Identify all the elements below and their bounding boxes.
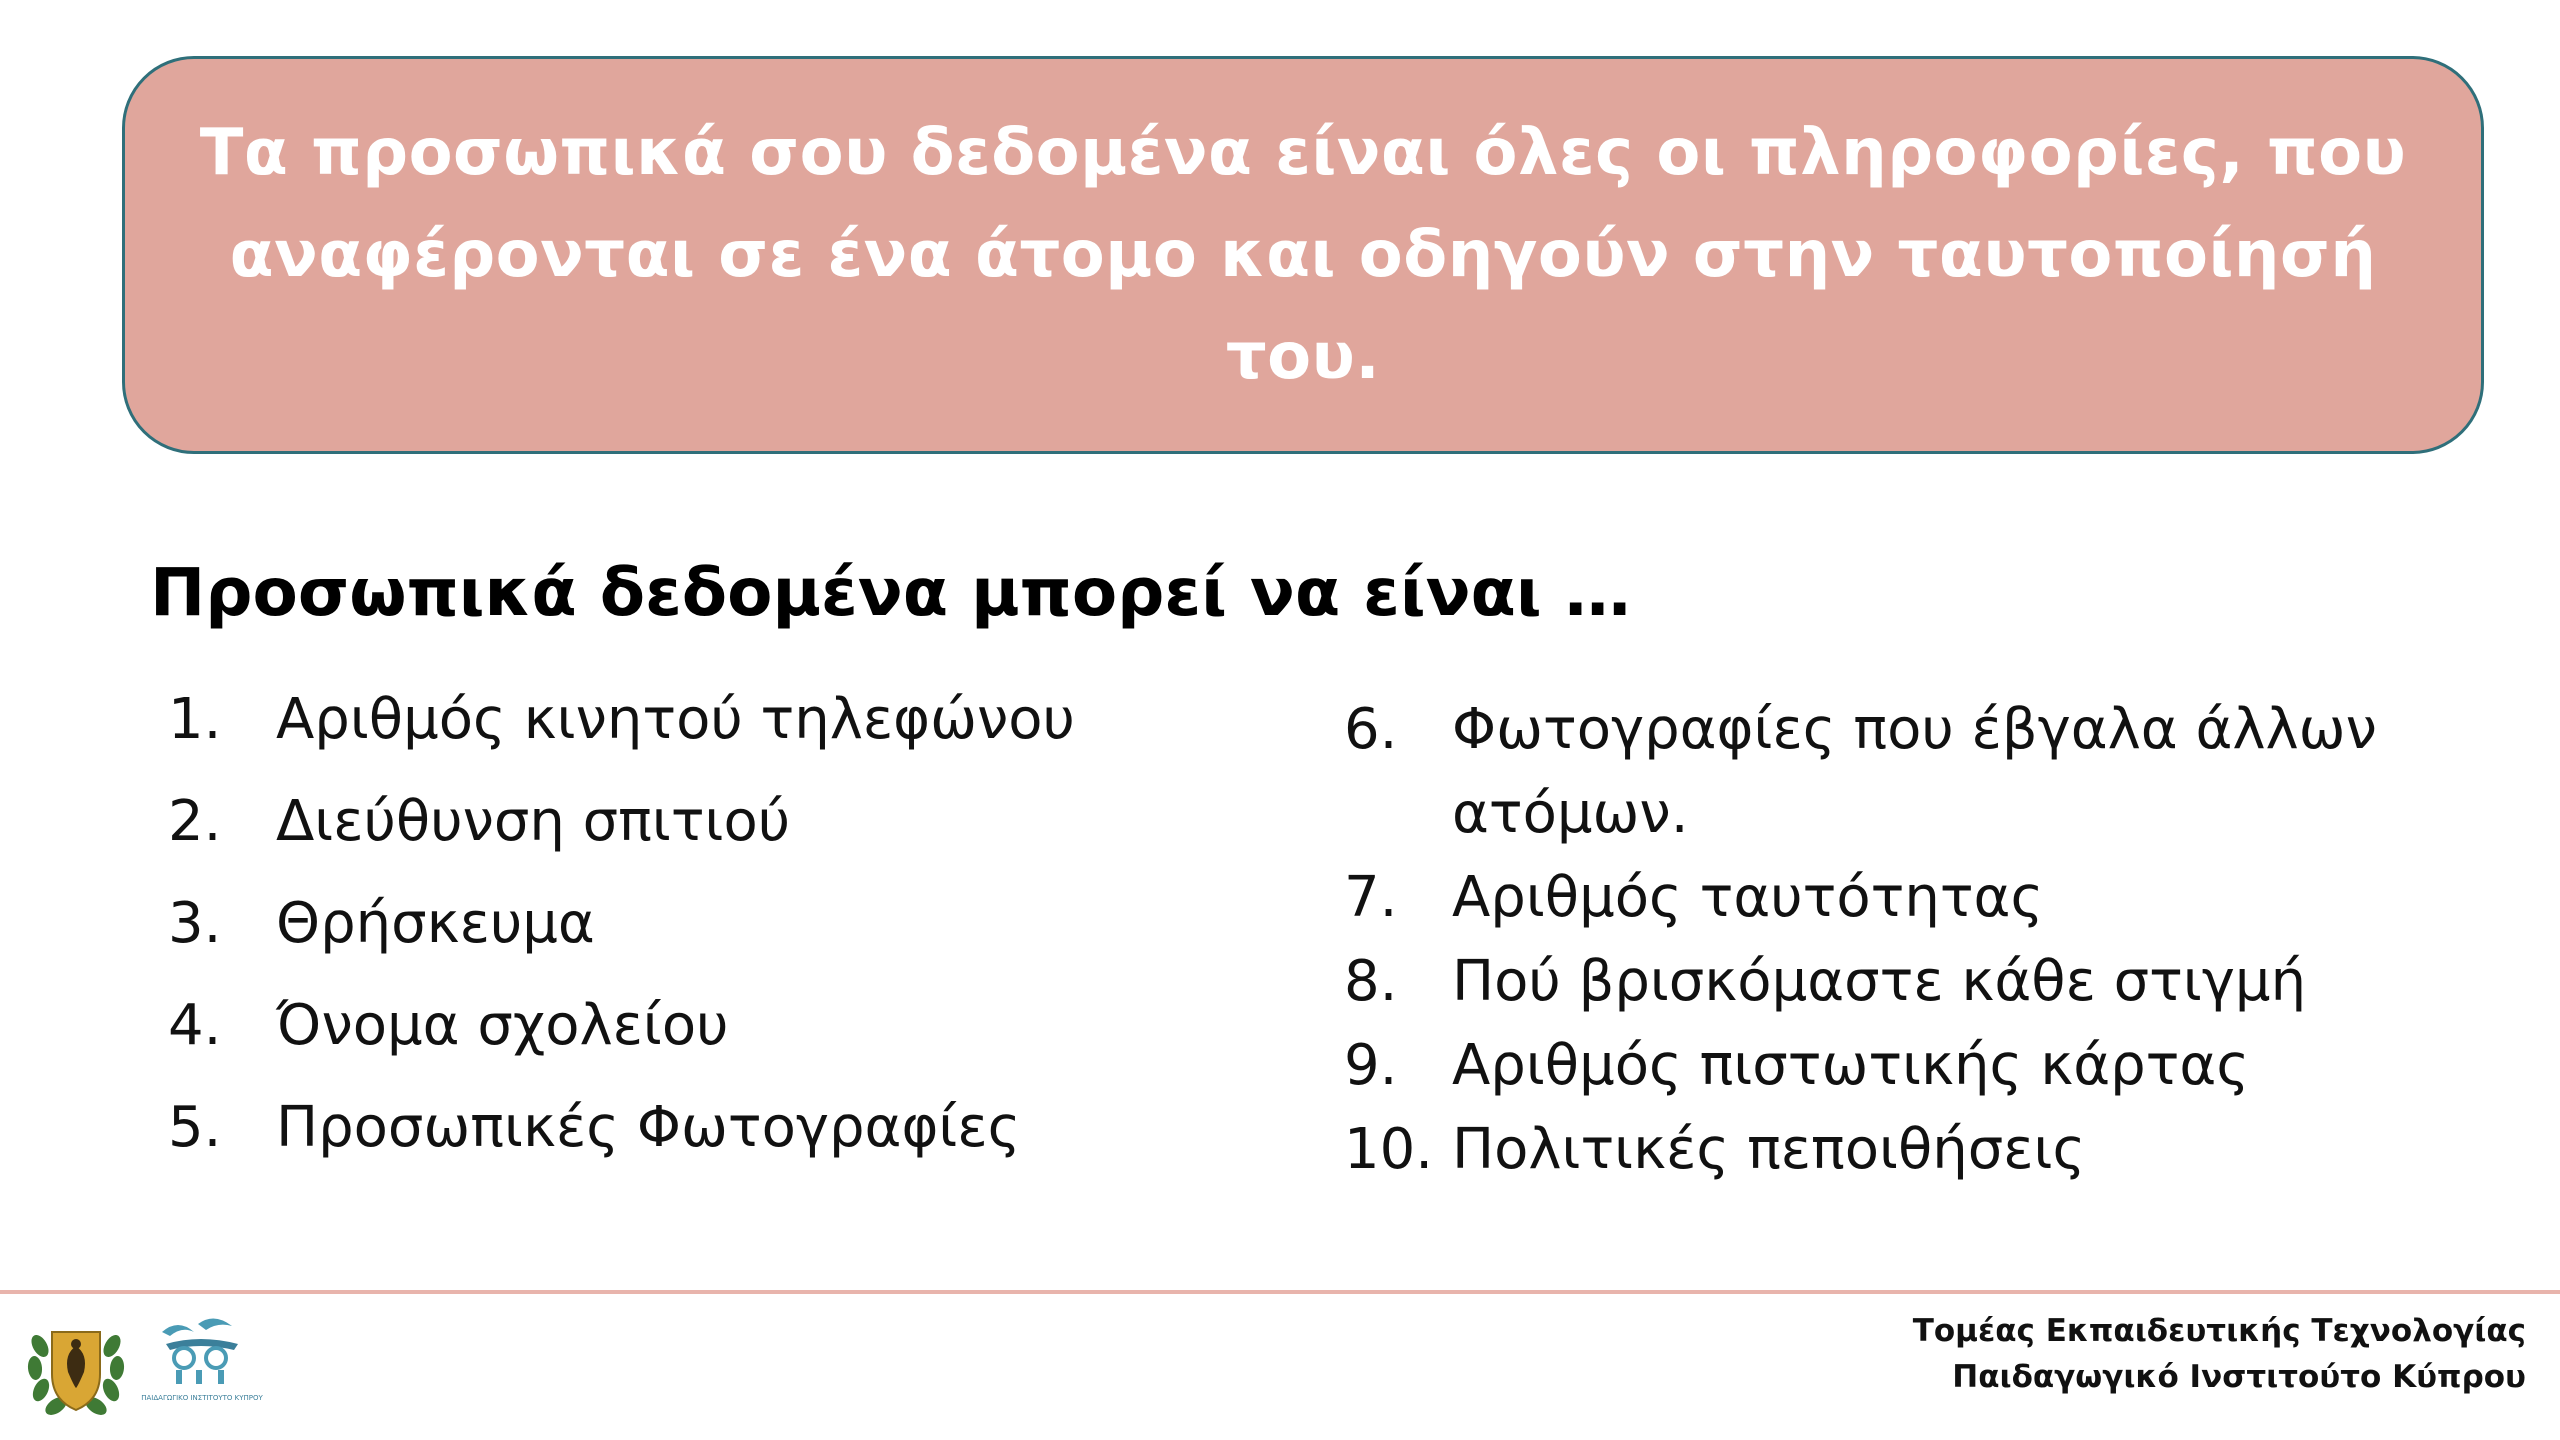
list-item-text: Φωτογραφίες που έβγαλα άλλων ατόμων.	[1452, 697, 2377, 846]
list-item-number: 1.	[168, 687, 222, 752]
list-item	[1344, 940, 2494, 1024]
list-item-number: 8.	[1344, 949, 1398, 1014]
definition-line-2: αναφέρονται σε ένα άτομο και οδηγούν στην ταυτοποίησή του.	[229, 218, 2377, 394]
personal-data-list-left	[168, 680, 1268, 1190]
list-item-text: Προσωπικές Φωτογραφίες	[276, 1095, 1021, 1160]
footer-credits	[1913, 1308, 2526, 1400]
list-item-text: Θρήσκευμα	[276, 891, 595, 956]
list-item-number: 5.	[168, 1095, 222, 1160]
list-item	[1344, 688, 2494, 856]
list-item-number: 7.	[1344, 865, 1398, 930]
list-item	[1344, 1024, 2494, 1108]
list-item	[168, 782, 1268, 884]
cyprus-coat-of-arms-icon	[26, 1316, 126, 1420]
list-item-number: 9.	[1344, 1033, 1398, 1098]
pedagogical-institute-logo-icon	[141, 1314, 263, 1414]
list-item-number: 2.	[168, 789, 222, 854]
list-item	[168, 884, 1268, 986]
list-item-number: 10.	[1344, 1117, 1434, 1182]
list-item	[168, 1088, 1268, 1190]
personal-data-list-right	[1344, 688, 2494, 1192]
footer-divider	[0, 1290, 2560, 1294]
definition-box	[122, 56, 2484, 454]
list-item-text: Αριθμός ταυτότητας	[1452, 865, 2044, 930]
institute-logo-caption: ΠΑΙΔΑΓΩΓΙΚΟ ΙΝΣΤΙΤΟΥΤΟ ΚΥΠΡΟΥ	[141, 1394, 263, 1402]
list-item-text: Αριθμός πιστωτικής κάρτας	[1452, 1033, 2250, 1098]
list-item-text: Πού βρισκόμαστε κάθε στιγμή	[1452, 949, 2307, 1014]
list-item-number: 3.	[168, 891, 222, 956]
list-item-number: 6.	[1344, 697, 1398, 762]
list-item-text: Αριθμός κινητού τηλεφώνου	[276, 687, 1075, 752]
list-item	[1344, 856, 2494, 940]
list-item-number: 4.	[168, 993, 222, 1058]
definition-text	[125, 102, 2481, 408]
footer-line-1: Τομέας Εκπαιδευτικής Τεχνολογίας	[1912, 1313, 2526, 1349]
list-item-text: Διεύθυνση σπιτιού	[276, 789, 791, 854]
list-item	[168, 680, 1268, 782]
list-item	[1344, 1108, 2494, 1192]
footer-line-2: Παιδαγωγικό Ινστιτούτο Κύπρου	[1952, 1359, 2526, 1395]
definition-line-1: Τα προσωπικά σου δεδομένα είναι όλες οι πληροφορίες, που	[199, 116, 2407, 190]
list-item-text: Όνομα σχολείου	[276, 993, 729, 1058]
list-item	[168, 986, 1268, 1088]
list-item-text: Πολιτικές πεποιθήσεις	[1452, 1117, 2086, 1182]
section-heading: Προσωπικά δεδομένα μπορεί να είναι …	[150, 554, 1631, 631]
